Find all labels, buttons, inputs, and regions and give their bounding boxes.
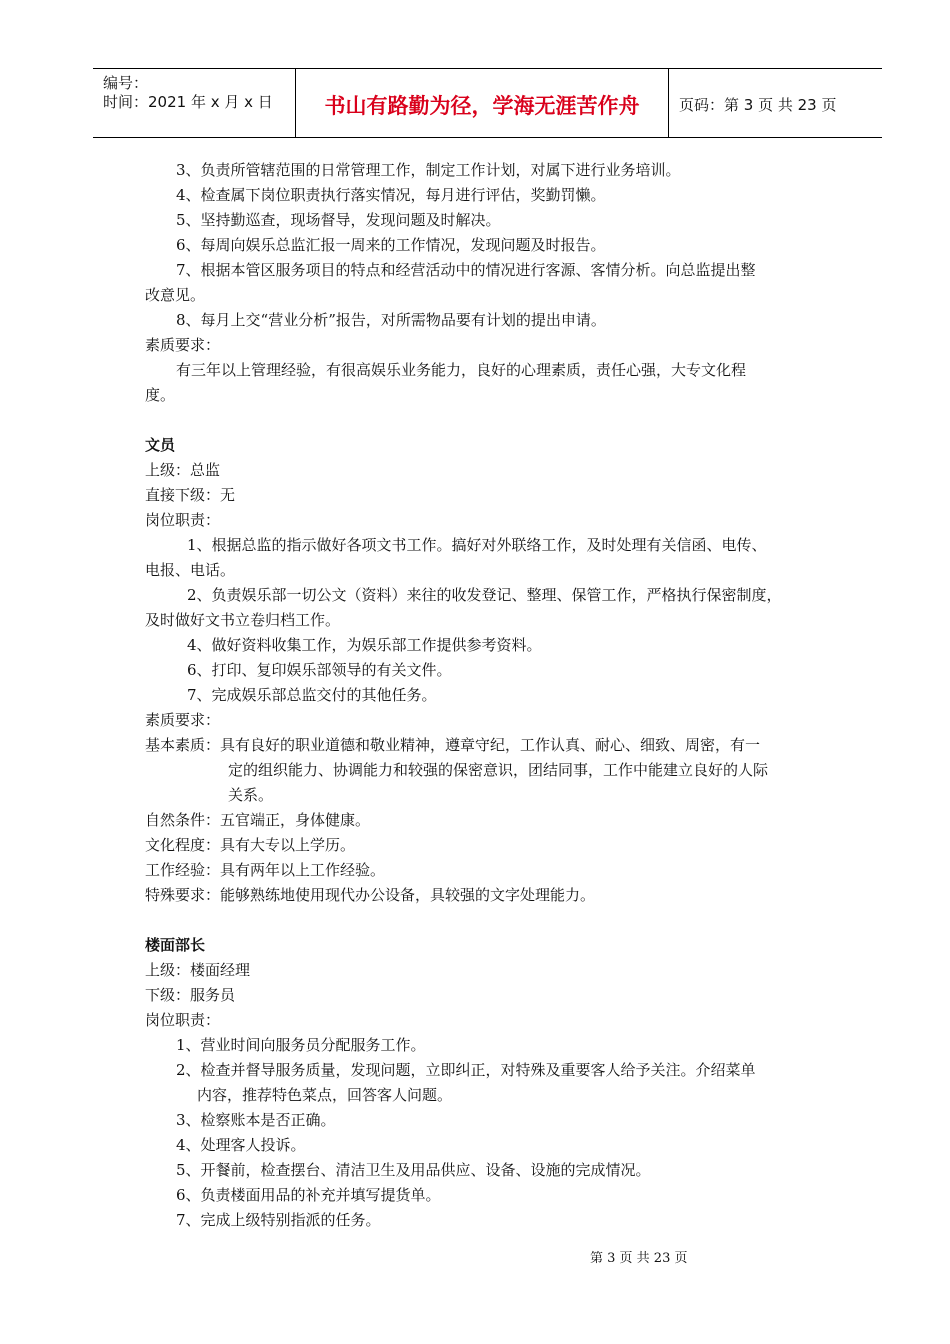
section-label: 岗位职责： [145,511,221,529]
section-label: 素质要求： [145,711,221,729]
header-page-number: 页码：第 3 页 共 23 页 [679,96,837,114]
section-label: 岗位职责： [145,1011,221,1029]
requirement-text: 有三年以上管理经验，有很高娱乐业务能力，良好的心理素质，责任心强，大专文化程 [176,361,747,379]
section-title-floor-supervisor: 楼面部长 [145,936,206,954]
duty-item: 6、负责楼面用品的补充并填写提货单。 [176,1186,441,1204]
duty-item: 6、每周向娱乐总监汇报一周来的工作情况，发现问题及时报告。 [176,236,606,254]
subordinate-line: 直接下级：无 [145,486,236,504]
subordinate-line: 下级：服务员 [145,986,236,1004]
section-label: 素质要求： [145,336,221,354]
duty-item: 3、检察账本是否正确。 [176,1111,336,1129]
duty-item: 7、完成娱乐部总监交付的其他任务。 [187,686,437,704]
duty-item: 1、营业时间向服务员分配服务工作。 [176,1036,426,1054]
footer-page-number: 第 3 页 共 23 页 [590,1251,688,1266]
duty-item-continued: 内容，推荐特色菜点，回答客人问题。 [197,1086,453,1104]
section-title-clerk: 文员 [145,436,176,454]
duty-item: 7、根据本管区服务项目的特点和经营活动中的情况进行客源、客情分析。向总监提出整 [176,261,756,279]
duty-item: 5、开餐前，检查摆台、清洁卫生及用品供应、设备、设施的完成情况。 [176,1161,651,1179]
requirement-text: 自然条件：五官端正，身体健康。 [145,811,371,829]
duty-item-continued: 改意见。 [145,286,206,304]
requirement-text-continued: 度。 [145,386,176,404]
superior-line: 上级：楼面经理 [145,961,251,979]
duty-item: 6、打印、复印娱乐部领导的有关文件。 [187,661,452,679]
requirement-text: 基本素质：具有良好的职业道德和敬业精神，遵章守纪，工作认真、耐心、细致、周密，有一 [145,736,761,754]
duty-item: 4、检查属下岗位职责执行落实情况，每月进行评估，奖勤罚懒。 [176,186,606,204]
duty-item-continued: 及时做好文书立卷归档工作。 [145,611,341,629]
duty-item: 5、坚持勤巡查，现场督导，发现问题及时解决。 [176,211,501,229]
duty-item: 4、处理客人投诉。 [176,1136,306,1154]
duty-item: 2、检查并督导服务质量，发现问题，立即纠正，对特殊及重要客人给予关注。介绍菜单 [176,1061,756,1079]
requirement-text: 工作经验：具有两年以上工作经验。 [145,861,386,879]
requirement-text: 特殊要求：能够熟练地使用现代办公设备，具较强的文字处理能力。 [145,886,596,904]
requirement-text-continued: 定的组织能力、协调能力和较强的保密意识，团结同事，工作中能建立良好的人际 [228,761,769,779]
duty-item-continued: 电报、电话。 [145,561,236,579]
requirement-text: 文化程度：具有大专以上学历。 [145,836,356,854]
requirement-text-continued: 关系。 [228,786,274,804]
duty-item: 2、负责娱乐部一切公文（资料）来往的收发登记、整理、保管工作，严格执行保密制度， [187,586,782,604]
duty-item: 3、负责所管辖范围的日常管理工作，制定工作计划，对属下进行业务培训。 [176,161,681,179]
document-time: 时间：2021 年 x 月 x 日 [103,93,273,111]
duty-item: 8、每月上交“营业分析”报告，对所需物品要有计划的提出申请。 [176,311,606,329]
duty-item: 1、根据总监的指示做好各项文书工作。搞好对外联络工作，及时处理有关信函、电传、 [187,536,767,554]
superior-line: 上级：总监 [145,461,221,479]
duty-item: 4、做好资料收集工作，为娱乐部工作提供参考资料。 [187,636,542,654]
document-code-label: 编号： [103,74,149,92]
header-slogan: 书山有路勤为径，学海无涯苦作舟 [324,94,640,118]
duty-item: 7、完成上级特别指派的任务。 [176,1211,381,1229]
